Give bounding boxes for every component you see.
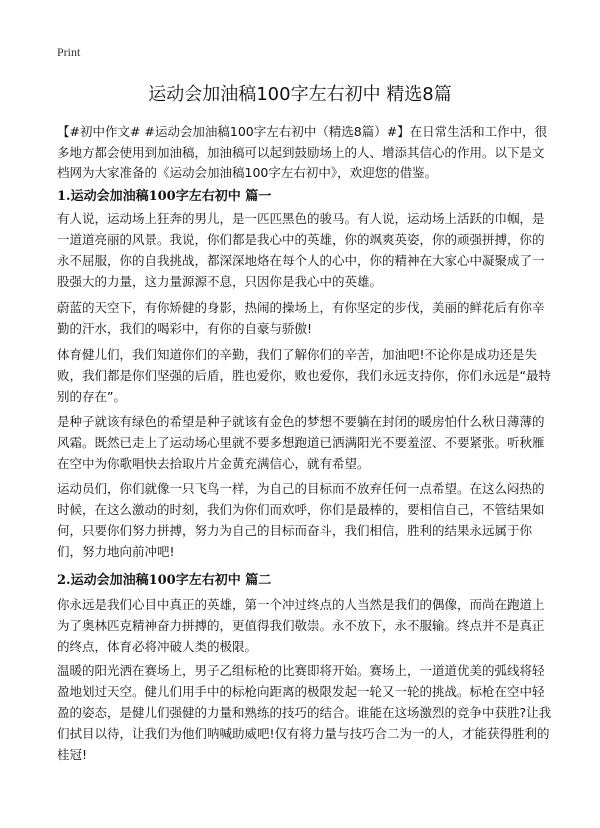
section-1-paragraph-2: 蔚蓝的天空下，有你矫健的身影，热闹的操场上，有你坚定的步伐，美丽的鲜花后有你辛勤的汗水，我们的喝彩中，有你的自豪与骄傲! <box>57 300 545 336</box>
section-heading-2: 2.运动会加油稿100字左右初中 篇二 <box>57 573 272 588</box>
section-1-paragraph-1: 有人说，运动场上狂奔的男儿，是一匹匹黑色的骏马。有人说，运动场上活跃的巾帼，是一道道亮丽的风景。我说，你们都是我心中的英雄，你的飒爽英姿，你的顽强拼搏，你的永不屈服，你的自我挑战，都深深地烙在每个人的心中，你的精神在大家心中凝聚成了一股强大的力量，这力量源源不息，只因你是我心中的英雄。 <box>57 211 545 289</box>
section-2-paragraph-2: 温暖的阳光洒在赛场上，男子乙组标枪的比赛即将开始。赛场上，一道道优美的弧线将轻盈地划过天空。健儿们用手中的标枪向距离的极限发起一轮又一轮的挑战。标枪在空中轻盈的姿态，是健儿们强健的力量和熟练的技巧的结合。谁能在这场激烈的竞争中获胜?让我们拭目以待，让我们为他们呐喊助威吧!仅有将力量与技巧合二为一的人，才能获得胜利的桂冠! <box>57 663 552 762</box>
document-title: 运动会加油稿100字左右初中 精选8篇 <box>148 84 452 105</box>
section-1-paragraph-4: 是种子就该有绿色的希望是种子就该有金色的梦想不要躺在封闭的暖房怕什么秋日薄薄的风霜。既然已走上了运动场心里就不要多想跑道已洒满阳光不要羞涩、不要紧张。听秋雁在空中为你歌唱快去拾取片片金黄充满信心，就有希望。 <box>57 414 545 471</box>
intro-paragraph: 【#初中作文# #运动会加油稿100字左右初中（精选8篇）#】在日常生活和工作中，很多地方都会使用到加油稿，加油稿可以起到鼓励场上的人、增添其信心的作用。以下是文档网为大家准备的《运动会加油稿100字左右初中》，欢迎您的借鉴。 <box>57 124 548 180</box>
section-2-paragraph-1: 你永远是我们心目中真正的英雄，第一个冲过终点的人当然是我们的偶像，而尚在跑道上为了奥林匹克精神奋力拼搏的，更值得我们敬崇。永不放下，永不服输。终点并不是真正的终点，体育必将冲破人类的极限。 <box>57 597 545 654</box>
section-1-paragraph-5: 运动员们，你们就像一只飞鸟一样，为自己的目标而不放弃任何一点希望。在这么闷热的时候，在这么激动的时刻，我们为你们而欢呼，你们是最棒的，要相信自己，不管结果如何，只要你们努力拼搏，努力为自己的目标而奋斗，我们相信，胜利的结果永远属于你们，努力地向前冲吧! <box>57 481 545 559</box>
section-heading-1: 1.运动会加油稿100字左右初中 篇一 <box>57 189 272 204</box>
print-label: Print <box>57 45 81 59</box>
section-1-paragraph-3: 体育健儿们，我们知道你们的辛勤，我们了解你们的辛苦，加油吧!不论你是成功还是失败，我们都是你们坚强的后盾，胜也爱你，败也爱你，我们永远支持你，你们永远是“最特别的存在”。 <box>57 347 551 404</box>
